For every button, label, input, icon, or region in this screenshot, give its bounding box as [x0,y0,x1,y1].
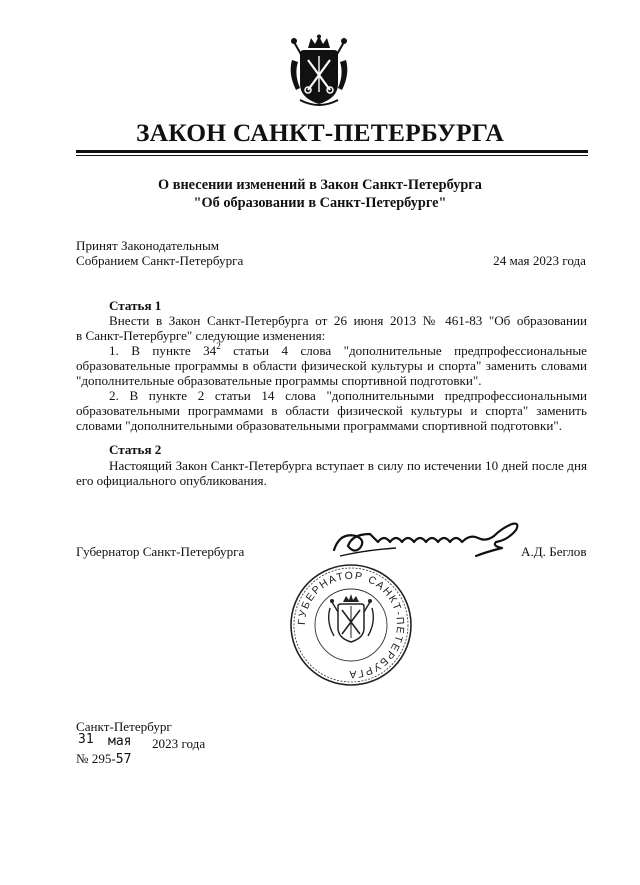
article-2-line-2: его официального опубликования. [76,473,267,488]
seal-text: ГУБЕРНАТОР САНКТ-ПЕТЕРБУРГА [295,569,407,681]
article-1-item-1-line-1 [109,343,587,358]
footer-number-prefix: № 295- [76,751,116,766]
footer-number-value: 57 [115,752,132,767]
coat-of-arms-icon [286,34,352,108]
governor-seal [288,562,414,688]
article-1-item-2-line-1: 2. В пункте 2 статьи 14 слова "дополнительными предпрофессиональными [109,388,587,403]
adoption-date: 24 мая 2023 года [493,253,586,268]
article-1-item-2-line-2: образовательными программами в области физической культуры и спорта" заменить [76,403,587,418]
item-1-end: статьи 4 слова "дополнительные предпрофессиональные [220,343,587,358]
article-1-item-2-line-3: словами "дополнительными образовательными программами спортивной подготовки". [76,418,562,433]
item-1-sup: 2 [216,341,221,351]
adoption-line-1: Принят Законодательным [76,238,220,253]
footer-number [76,751,131,767]
article-1-heading: Статья 1 [109,298,162,313]
item-1-start: 1. В пункте 34 [109,343,217,358]
article-2-line-1: Настоящий Закон Санкт-Петербурга вступает в силу по истечении 10 дней после дня [109,458,587,473]
footer-month: мая [108,734,132,749]
article-2-heading: Статья 2 [109,442,162,457]
adoption-text [76,238,243,268]
article-1-item-1-line-3: "дополнительные образовательные программы спортивной подготовки". [76,373,482,388]
footer-year: 2023 года [152,736,206,751]
subtitle-line-2: "Об образовании в Санкт-Петербурге" [193,195,447,211]
subtitle-line-1: О внесении изменений в Закон Санкт-Петербурга [158,177,482,193]
footer-day: 31 [78,732,94,747]
adoption-line-2: Собранием Санкт-Петербурга [76,253,244,268]
footer-city: Санкт-Петербург [76,719,172,734]
title-rule [76,150,588,153]
law-subtitle [0,176,640,212]
governor-position: Губернатор Санкт-Петербурга [76,544,245,559]
handwritten-signature [326,512,532,562]
title-rule-thin [76,155,588,156]
article-1-line-1: Внести в Закон Санкт-Петербурга от 26 июня 2013 № 461-83 "Об образовании [109,313,587,328]
governor-name: А.Д. Беглов [521,544,587,559]
article-1-line-2: в Санкт-Петербурге" следующие изменения: [76,328,326,343]
article-1-item-1-line-2: образовательные программы в области физической культуры и спорта" заменить словами [76,358,587,373]
law-title: ЗАКОН САНКТ-ПЕТЕРБУРГА [135,118,505,147]
